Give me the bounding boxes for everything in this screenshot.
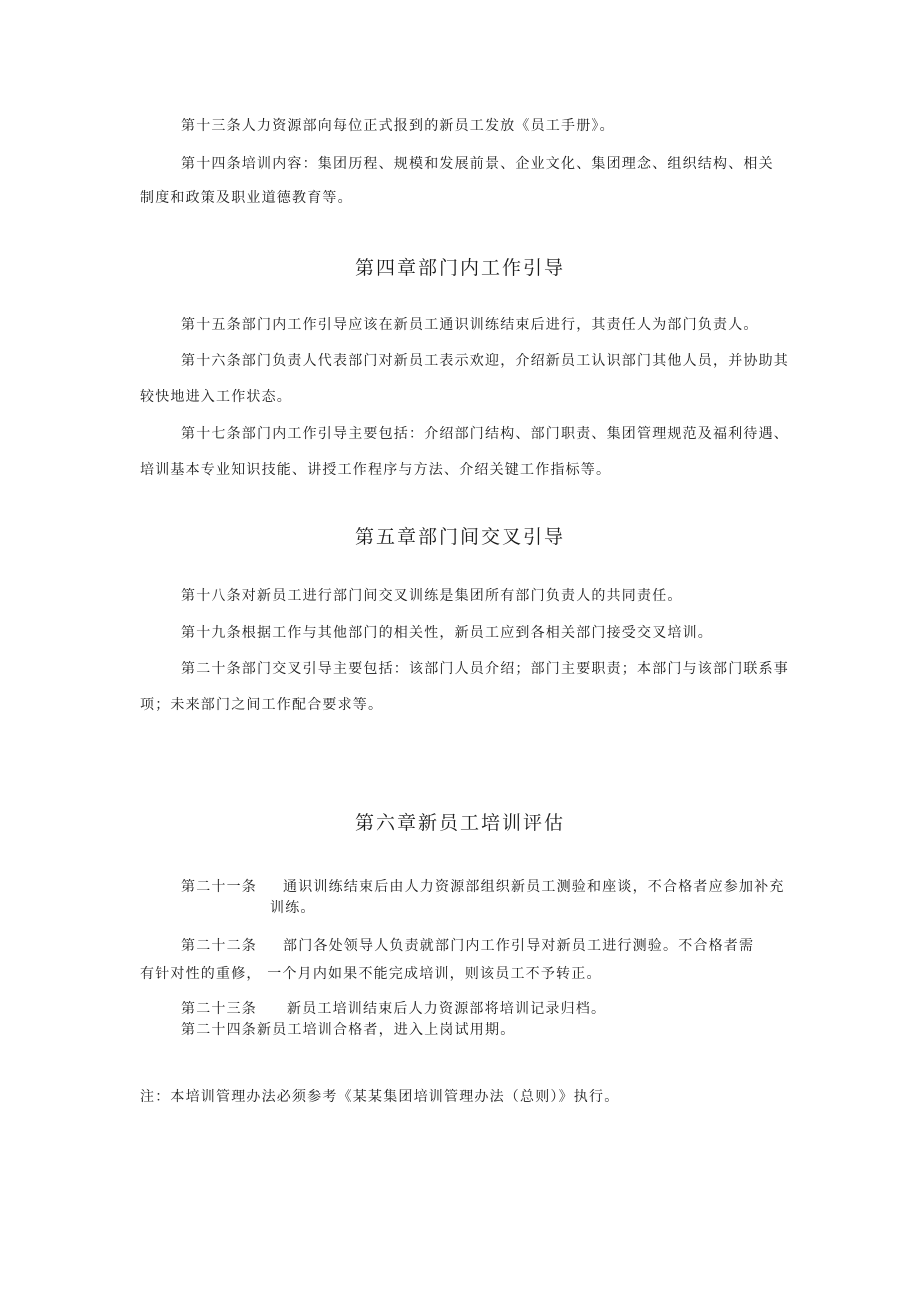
article-21-line-2: 训练。: [270, 900, 316, 916]
article-23-text: 新员工培训结束后人力资源部将培训记录归档。: [287, 1001, 607, 1017]
article-24: 第二十四条新员工培训合格者，进入上岗试用期。: [181, 1022, 516, 1038]
article-21-label: 第二十一条: [181, 879, 257, 895]
article-15: 第十五条部门内工作引导应该在新员工通识训练结束后进行，其责任人为部门负责人。: [181, 317, 759, 333]
article-22-label: 第二十二条: [181, 938, 257, 954]
article-20-line-2: 项；未来部门之间工作配合要求等。: [140, 697, 384, 713]
article-21-line-1: 通识训练结束后由人力资源部组织新员工测验和座谈，不合格者应参加补充: [283, 879, 785, 895]
article-14-line-2: 制度和政策及职业道德教育等。: [140, 190, 353, 206]
article-14-line-1: 第十四条培训内容：集团历程、规模和发展前景、企业文化、集团理念、组织结构、相关: [181, 156, 774, 172]
article-16-line-1: 第十六条部门负责人代表部门对新员工表示欢迎，介绍新员工认识部门其他人员，并协助其: [181, 353, 789, 369]
article-17-line-1: 第十七条部门内工作引导主要包括：介绍部门结构、部门职责、集团管理规范及福利待遇、: [181, 426, 789, 442]
article-22-line-2: 有针对性的重修， 一个月内如果不能完成培训，则该员工不予转正。: [140, 966, 602, 982]
article-17-line-2: 培训基本专业知识技能、讲授工作程序与方法、介绍关键工作指标等。: [140, 462, 612, 478]
article-20-line-1: 第二十条部门交叉引导主要包括：该部门人员介绍；部门主要职责；本部门与该部门联系事: [181, 661, 789, 677]
chapter-5-title: 第五章部门间交叉引导: [354, 526, 565, 548]
article-23-label: 第二十三条: [181, 1001, 257, 1017]
article-22-line-1: 部门各处领导人负责就部门内工作引导对新员工进行测验。不合格者需: [283, 938, 755, 954]
footnote: 注：本培训管理办法必须参考《某某集团培训管理办法（总则）》执行。: [140, 1089, 620, 1105]
chapter-4-title: 第四章部门内工作引导: [354, 257, 565, 279]
article-16-line-2: 较快地进入工作状态。: [140, 389, 292, 405]
article-13: 第十三条人力资源部向每位正式报到的新员工发放《员工手册》。: [181, 118, 615, 134]
chapter-6-title: 第六章新员工培训评估: [354, 812, 565, 834]
article-19: 第十九条根据工作与其他部门的相关性，新员工应到各相关部门接受交叉培训。: [181, 625, 713, 641]
article-18: 第十八条对新员工进行部门间交叉训练是集团所有部门负责人的共同责任。: [181, 588, 683, 604]
